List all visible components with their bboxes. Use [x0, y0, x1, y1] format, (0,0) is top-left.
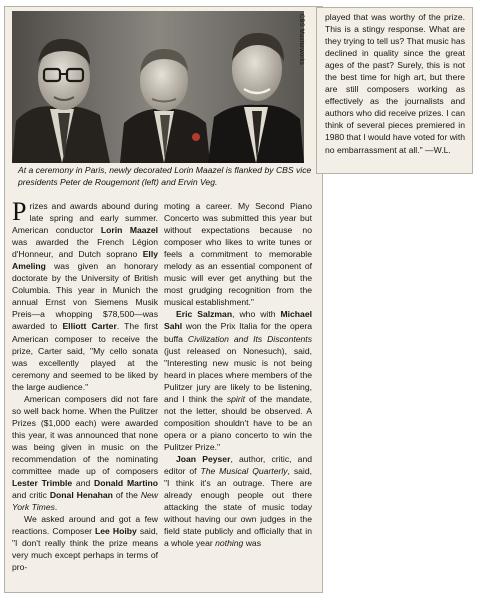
text-run: We asked around and got a few reactions. Composer	[12, 514, 158, 537]
photo-credit: CBS Masterworks	[298, 14, 304, 66]
text-run: .	[54, 502, 58, 513]
name-elliott-carter: Elliott Carter	[62, 321, 117, 332]
name-lee-hoiby: Lee Hoiby	[95, 526, 137, 537]
emphasis: spirit	[226, 393, 246, 404]
name-joan-peyser: Joan Peyser	[176, 453, 231, 464]
text-run: moting a career. My Second Piano Concerto was submitted this year but without expectations because no composer who likes to write tunes or feels a commitment to memorable melody as an essential component of music will ever get anything but the most grudging recognition from the musical establishment."	[164, 201, 312, 308]
name-eric-salzman: Eric Salzman	[176, 309, 233, 320]
article-column-2	[164, 200, 312, 549]
paragraph	[12, 513, 158, 573]
article-column-1	[12, 197, 159, 573]
paragraph	[164, 308, 312, 453]
text-run: and	[72, 478, 95, 489]
text-run: (just released on Nonesuch), said, "Interesting new music is not being heard in places where members of the Pulitzer jury are likely to be listening, and I think the	[164, 345, 312, 404]
opera-title: Civilization and Its Discontents	[187, 333, 312, 344]
text-run: . The first American composer to receive the prize, Carter said, "My cello sonata was excellently played at the ceremony and seemed to be liked by the large audience."	[12, 321, 158, 392]
text-run: rizes and awards abound during late spring and early summer. American conductor	[12, 201, 158, 236]
text-run: played that was worthy of the prize. This is a stingy response. What are they trying to tell us? That music has declined in quality since the great ages of the past? Surely, this is not the best time for high art, but there are still composers working as effectively as the journalists and authors who did receive prizes. I can think of several pieces premiered in 1980 that I would have voted for with no embarrassment at all."	[325, 12, 465, 155]
name-donal-henahan: Donal Henahan	[49, 490, 113, 501]
photo-caption: At a ceremony in Paris, newly decorated Lorin Maazel is flanked by CBS vice presidents Peter de Rougemont (left) and Ervin Veg.	[18, 165, 312, 187]
drop-cap: P	[12, 197, 27, 226]
paragraph	[12, 197, 158, 393]
text-run: American composers did not fare so well back home. When the Pulitzer Prizes ($1,000 each) were awarded this year, it was announced that none was being given in music on the recommendation of the nominating committee made up of composers	[12, 393, 158, 477]
name-michael-sahl: Michael Sahl	[164, 309, 312, 332]
article-column-3	[325, 11, 465, 156]
name-donald-martino: Donald Martino	[94, 478, 158, 489]
text-run: won the Prix Italia for the opera buffa	[164, 321, 312, 344]
paragraph	[164, 200, 312, 308]
name-lester-trimble: Lester Trimble	[12, 478, 73, 489]
emphasis: nothing	[215, 538, 244, 549]
text-run: was	[243, 538, 261, 549]
photo-three-men	[12, 11, 304, 163]
text-run: and critic	[12, 490, 50, 501]
publication-title: New York Times	[12, 490, 159, 513]
text-run: was awarded the French Légion d'Honneur, and Dutch soprano	[12, 237, 158, 260]
publication-title: The Musical Quarterly	[200, 466, 288, 477]
text-run: of the	[112, 490, 141, 501]
text-run: said, "I don't really think the prize means very much except perhaps in terms of pro-	[12, 526, 158, 573]
name-elly-ameling: Elly Ameling	[12, 249, 158, 272]
paragraph	[12, 393, 158, 513]
text-run: , author, critic, and editor of	[164, 453, 313, 477]
paragraph	[164, 453, 312, 549]
text-run: was given an honorary doctorate by the University of British Columbia. This year in Munich the annual Ernst von Siemens Musik Preis—a whopping $78,500—was awarded to	[12, 261, 158, 332]
text-run: , said, "I think it's an outrage. There are already enough people out there attacking the state of music today without having our own judges in the field state publicly and officially that in a whole year	[164, 466, 312, 549]
text-run: , who with	[232, 309, 281, 320]
name-lorin-maazel: Lorin Maazel	[100, 225, 158, 236]
text-run: of the mandate, not the letter, should be observed. A composition shouldn't have to be an opera or a piano concerto to win the Pulitzer Prize."	[164, 393, 312, 452]
photo-image	[12, 11, 304, 163]
author-signature: —W.L.	[425, 144, 451, 155]
